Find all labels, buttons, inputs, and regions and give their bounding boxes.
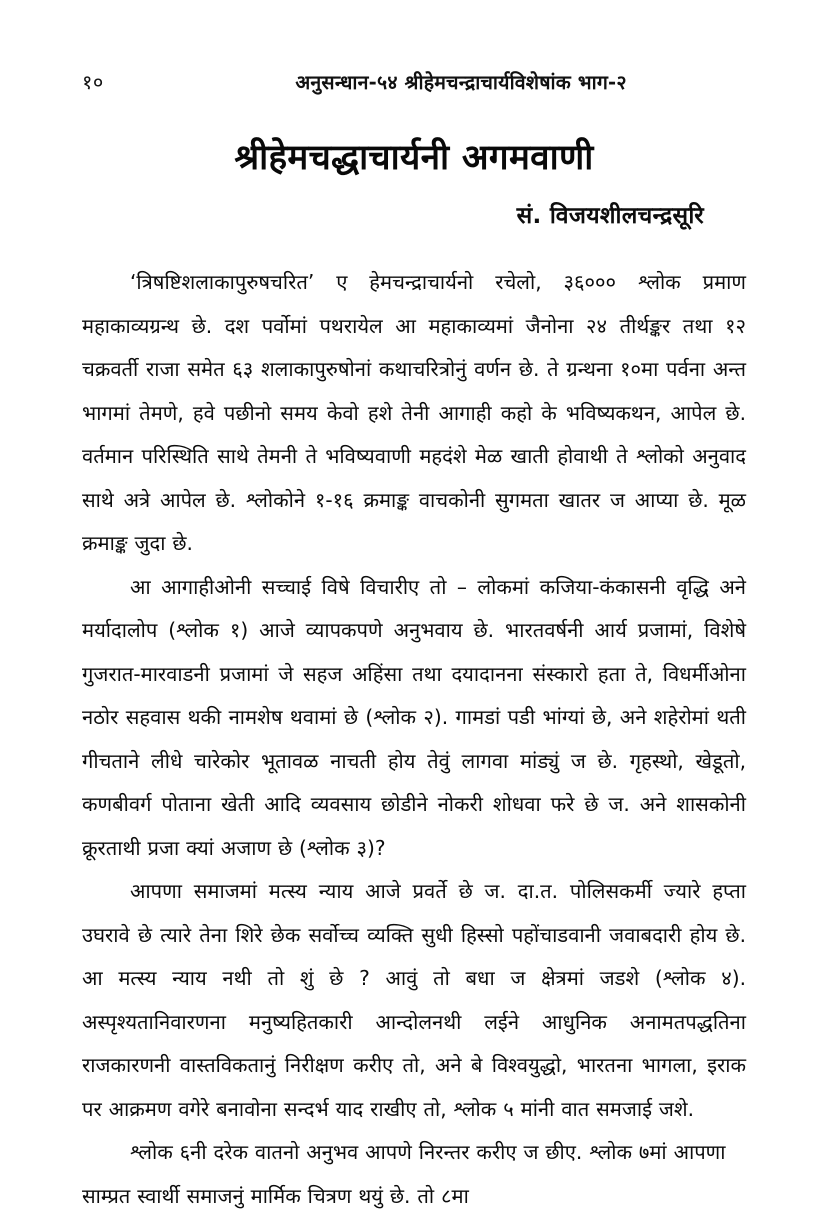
body-text [82,261,746,1218]
body-paragraph: ‘त्रिषष्टिशलाकापुरुषचरित’ ए हेमचन्द्राचार्यनो रचेलो, ३६००० श्लोक प्रमाण महाकाव्यग्रन्थ छे. दश पर्वोमां पथरायेल आ महाकाव्यमां जैनोना २४ तीर्थङ्कर तथा १२ चक्रवर्ती राजा समेत ६३ शलाकापुरुषोनां कथाचरित्रोनुं वर्णन छे. ते ग्रन्थना १०मा पर्वना अन्त भागमां तेमणे, हवे पछीनो समय केवो हशे तेनी आगाही कहो के भविष्यकथन, आपेल छे. वर्तमान परिस्थिति साथे तेमनी ते भविष्यवाणी महदंशे मेळ खाती होवाथी ते श्लोको अनुवाद साथे अत्रे आपेल छे. श्लोकोने १-१६ क्रमाङ्क वाचकोनी सुगमता खातर ज आप्या छे. मूळ क्रमाङ्क जुदा छे. [82,270,746,556]
running-header [82,70,746,110]
editor-byline: सं. विजयशीलचन्द्रसूरि [516,202,704,229]
byline-row [82,202,746,232]
title-block [82,136,746,231]
running-header-title: अनुसन्धान-५४ श्रीहेमचन्द्राचार्यविशेषांक भाग-२ [295,71,627,94]
page-number: १० [82,70,104,94]
body-paragraph: श्लोक ६नी दरेक वातनो अनुभव आपणे निरन्तर करीए ज छीए. श्लोक ७मां आपणा साम्प्रत स्वार्थी समाजनुं मार्मिक चित्रण थयुं छे. तो ८मा [82,1140,726,1208]
body-paragraph: आ आगाहीओनी सच्चाई विषे विचारीए तो – लोकमां कजिया-कंकासनी वृद्धि अने मर्यादालोप (श्लोक १) आजे व्यापकपणे अनुभवाय छे. भारतवर्षनी आर्य प्रजामां, विशेषे गुजरात-मारवाडनी प्रजामां जे सहज अहिंसा तथा दयादानना संस्कारो हता ते, विधर्मीओना नठोर सहवास थकी नामशेष थवामां छे (श्लोक २). गामडां पडी भांग्यां छे, अने शहेरोमां थती गीचताने लीधे चारेकोर भूतावळ नाचती होय तेवुं लागवा मांड्युं ज छे. गृहस्थो, खेडूतो, कणबीवर्ग पोताना खेती आदि व्यवसाय छोडीने नोकरी शोधवा फरे छे ज. अने शासकोनी क्रूरताथी प्रजा क्यां अजाण छे (श्लोक ३)? [82,574,746,860]
page-title: श्रीहेमचद्धाचार्यनी अगमवाणी [234,138,594,178]
body-paragraph: आपणा समाजमां मत्स्य न्याय आजे प्रवर्ते छे ज. दा.त. पोलिसकर्मी ज्यारे हप्ता उघरावे छे त्यारे तेना शिरे छेक सर्वोच्च व्यक्ति सुधी हिस्सो पहोंचाडवानी जवाबदारी होय छे. आ मत्स्य न्याय नथी तो शुं छे ? आवुं तो बधा ज क्षेत्रमां जडशे (श्लोक ४). अस्पृश्यतानिवारणना मनुष्यहितकारी आन्दोलनथी लईने आधुनिक अनामतपद्धतिना राजकारणनी वास्तविकतानुं निरीक्षण करीए तो, अने बे विश्वयुद्धो, भारतना भागला, इराक पर आक्रमण वगेरे बनावोना सन्दर्भ याद राखीए तो, श्लोक ५ मांनी वात समजाई जशे. [82,879,746,1121]
